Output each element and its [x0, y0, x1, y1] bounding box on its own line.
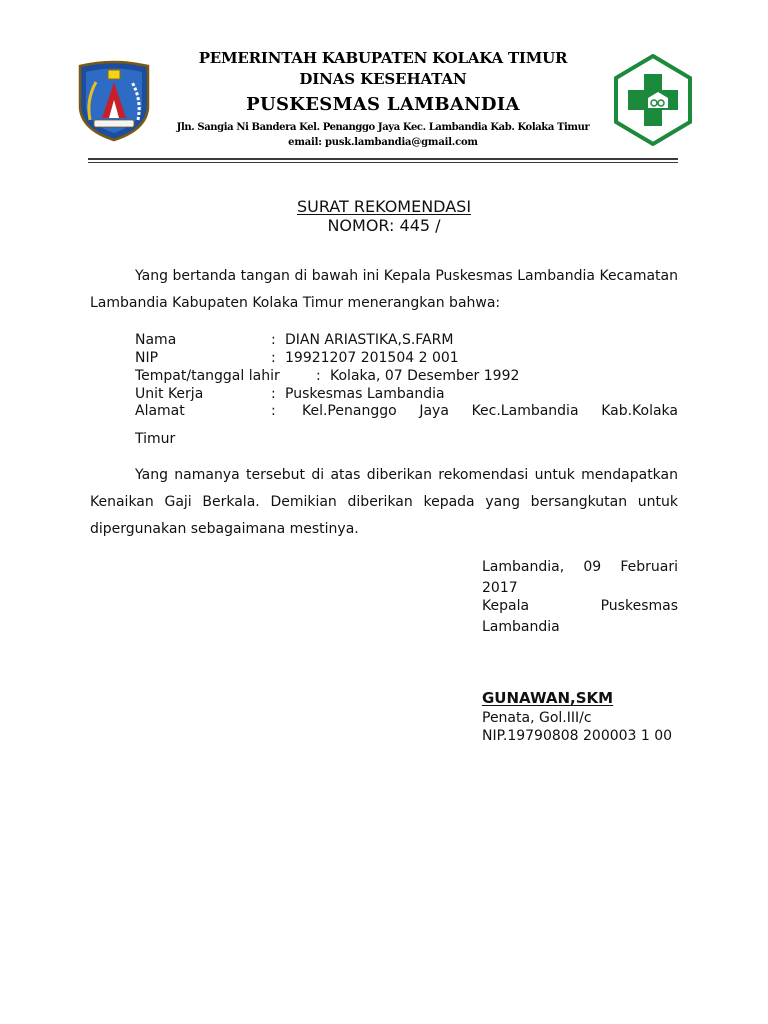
signature-place-date: Lambandia, 09 Februari 2017 [482, 559, 678, 596]
letterhead-divider-thin [88, 162, 678, 163]
field-nip-value: 19921207 201504 2 001 [285, 350, 459, 366]
signature-rank: Penata, Gol.III/c [482, 710, 592, 726]
signature-position: Kepala Puskesmas Lambandia [482, 598, 678, 635]
puskesmas-cross-icon [614, 54, 692, 146]
field-birth-colon: : [316, 368, 321, 384]
letterhead-email: email: pusk.lambandia@gmail.com [288, 137, 478, 148]
field-address-colon: : [271, 403, 276, 419]
field-birth-label: Tempat/tanggal lahir [135, 368, 280, 384]
document-title [0, 197, 768, 216]
letterhead-divider [88, 158, 678, 160]
field-name-colon: : [271, 332, 276, 348]
letterhead-address: Jln. Sangia Ni Bandera Kel. Penanggo Jaya Kec. Lambandia Kab. Kolaka Timur [176, 122, 590, 133]
document-number: NOMOR: 445 / [327, 216, 441, 235]
signature-nip: NIP.19790808 200003 1 00 [482, 728, 673, 744]
regency-crest-icon [76, 60, 152, 142]
letterhead-government: PEMERINTAH KABUPATEN KOLAKA TIMUR [198, 49, 568, 67]
field-name-label: Nama [135, 332, 177, 348]
field-address-label: Alamat [135, 403, 185, 419]
field-unit-label: Unit Kerja [135, 386, 204, 402]
closing-paragraph: Yang namanya tersebut di atas diberikan rekomendasi untuk mendapatkan Kenaikan Gaji Berkala. Demikian diberikan kepada yang bersangkutan untuk dipergunakan sebagaimana mestinya. [90, 467, 678, 537]
field-unit-value: Puskesmas Lambandia [285, 386, 445, 402]
signature-name: GUNAWAN,SKM [482, 689, 614, 707]
document-title-text: SURAT REKOMENDASI [296, 197, 472, 216]
field-name-value: DIAN ARIASTIKA,S.FARM [285, 332, 454, 348]
letterhead [150, 48, 616, 150]
field-address-value: Kel.Penanggo Jaya Kec.Lambandia Kab.Kolaka [302, 403, 678, 419]
field-address [135, 403, 678, 421]
intro-paragraph: Yang bertanda tangan di bawah ini Kepala Puskesmas Lambandia Kecamatan Lambandia Kabupaten Kolaka Timur menerangkan bahwa: [90, 268, 678, 311]
letterhead-office: DINAS KESEHATAN [299, 70, 467, 88]
letterhead-institution: PUSKESMAS LAMBANDIA [246, 94, 520, 115]
field-address-value-continued: Timur [135, 431, 176, 447]
field-nip-label: NIP [135, 350, 159, 366]
field-birth-value: Kolaka, 07 Desember 1992 [330, 368, 520, 384]
field-nip-colon: : [271, 350, 276, 366]
field-unit-colon: : [271, 386, 276, 402]
